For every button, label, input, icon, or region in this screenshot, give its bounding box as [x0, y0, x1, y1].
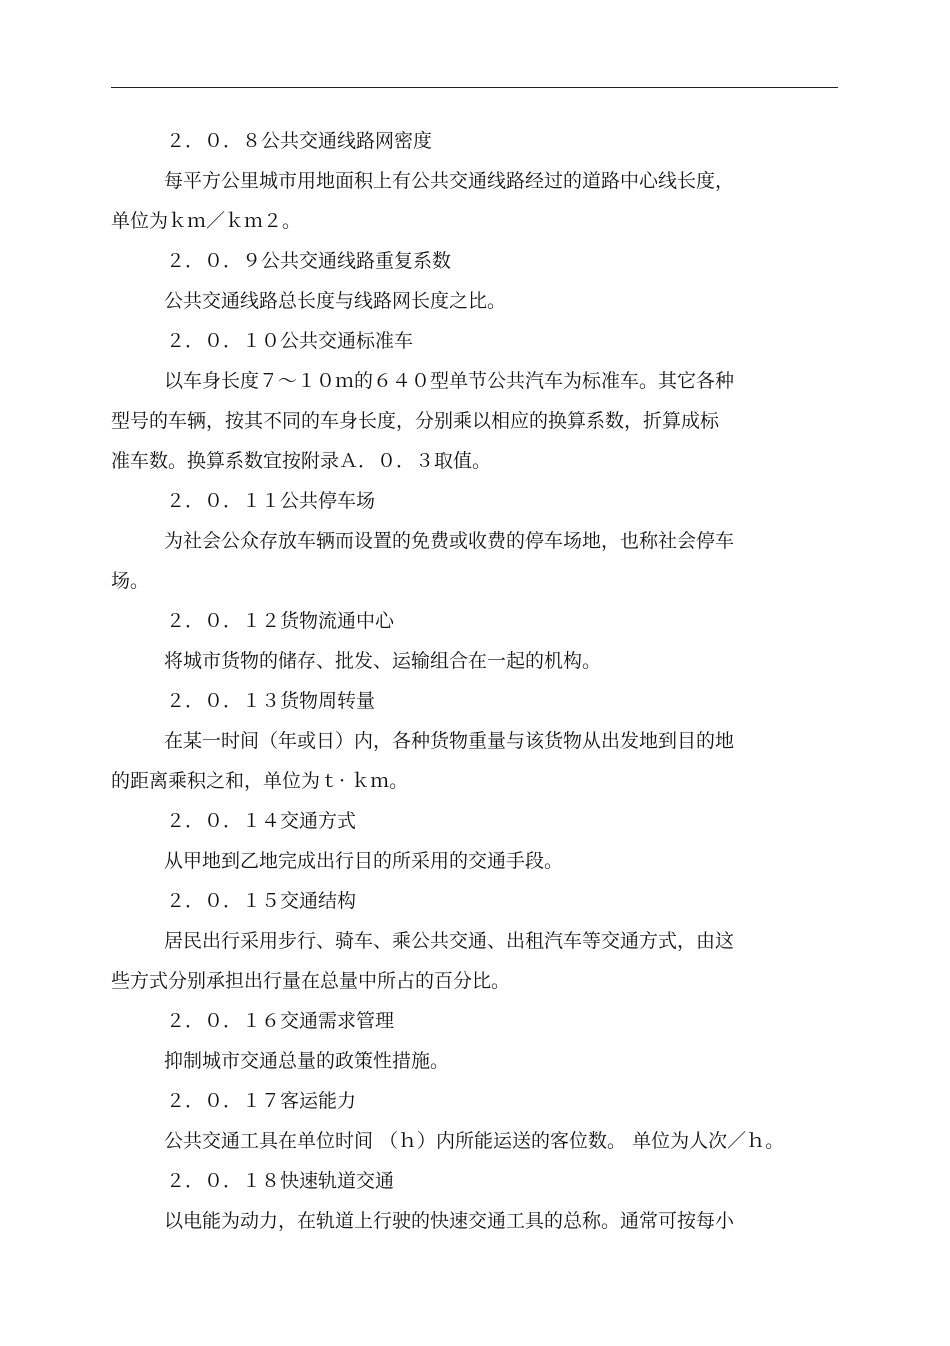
section-heading-2-0-11: ２．０．１１公共停车场 [166, 490, 376, 512]
definition-paragraph-line: 在某一时间（年或日）内，各种货物重量与该货物从出发地到目的地 [164, 730, 735, 752]
definition-paragraph-line: 以电能为动力，在轨道上行驶的快速交通工具的总称。通常可按每小 [164, 1210, 735, 1232]
section-heading-2-0-12: ２．０．１２货物流通中心 [166, 610, 395, 632]
definition-paragraph-line: 场。 [111, 570, 150, 592]
section-heading-2-0-9: ２．０．９公共交通线路重复系数 [166, 250, 452, 272]
header-rule [111, 87, 838, 88]
document-body [111, 121, 838, 1241]
section-heading-2-0-18: ２．０．１８快速轨道交通 [166, 1170, 395, 1192]
definition-paragraph-line: 单位为ｋｍ／ｋｍ２。 [111, 210, 302, 232]
definition-paragraph-line: 居民出行采用步行、骑车、乘公共交通、出租汽车等交通方式，由这 [164, 930, 735, 952]
definition-paragraph-line: 从甲地到乙地完成出行目的所采用的交通手段。 [164, 850, 564, 872]
definition-paragraph-line: 公共交通工具在单位时间 （ｈ）内所能运送的客位数。 单位为人次／ｈ。 [164, 1130, 785, 1152]
section-heading-2-0-8: ２．０．８公共交通线路网密度 [166, 130, 433, 152]
definition-paragraph-line: 的距离乘积之和，单位为ｔ· ｋｍ。 [111, 770, 409, 792]
definition-paragraph-line: 为社会公众存放车辆而设置的免费或收费的停车场地，也称社会停车 [164, 530, 735, 552]
section-heading-2-0-17: ２．０．１７客运能力 [166, 1090, 357, 1112]
definition-paragraph-line: 每平方公里城市用地面积上有公共交通线路经过的道路中心线长度， [164, 170, 735, 192]
section-heading-2-0-13: ２．０．１３货物周转量 [166, 690, 376, 712]
section-heading-2-0-14: ２．０．１４交通方式 [166, 810, 357, 832]
definition-paragraph-line: 将城市货物的储存、批发、运输组合在一起的机构。 [164, 650, 602, 672]
section-heading-2-0-10: ２．０．１０公共交通标准车 [166, 330, 414, 352]
definition-paragraph-line: 以车身长度７～１０ｍ的６４０型单节公共汽车为标准车。其它各种 [164, 370, 735, 392]
section-heading-2-0-16: ２．０．１６交通需求管理 [166, 1010, 395, 1032]
definition-paragraph-line: 些方式分别承担出行量在总量中所占的百分比。 [111, 970, 511, 992]
section-heading-2-0-15: ２．０．１５交通结构 [166, 890, 357, 912]
definition-paragraph-line: 抑制城市交通总量的政策性措施。 [164, 1050, 450, 1072]
definition-paragraph-line: 型号的车辆，按其不同的车身长度，分别乘以相应的换算系数，折算成标 [111, 410, 720, 432]
definition-paragraph-line: 公共交通线路总长度与线路网长度之比。 [164, 290, 507, 312]
definition-paragraph-line: 准车数。换算系数宜按附录Ａ．０．３取值。 [111, 450, 492, 472]
